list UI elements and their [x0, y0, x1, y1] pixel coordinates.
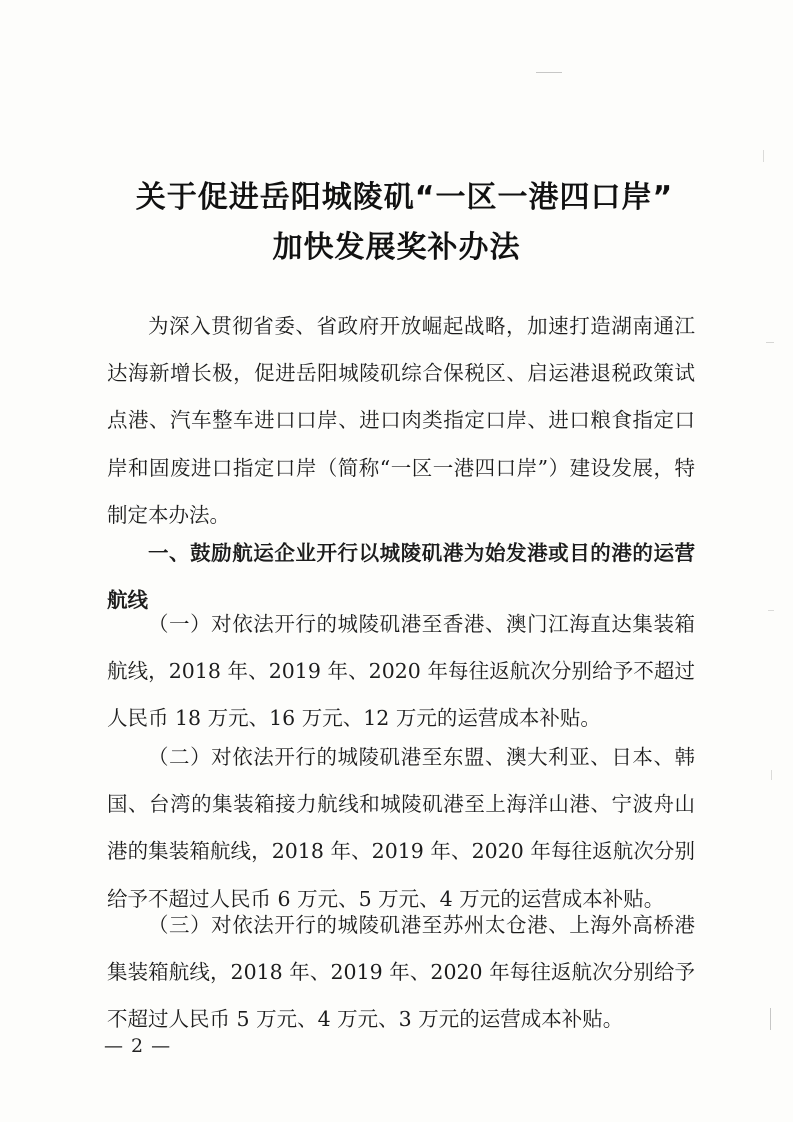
policy-item-2: （二）对依法开行的城陵矶港至东盟、澳大利亚、日本、韩国、台湾的集装箱接力航线和城陵矶港至上海洋山港、宁波舟山港的集装箱航线，2018 年、2019 年、2020 年每往返航次分别给予不超过人民币 6 万元、5 万元、4 万元的运营成本补贴。: [107, 745, 695, 911]
scan-mark: [766, 342, 774, 343]
intro-paragraph: 为深入贯彻省委、省政府开放崛起战略，加速打造湖南通江达海新增长极，促进岳阳城陵矶综合保税区、启运港退税政策试点港、汽车整车进口口岸、进口肉类指定口岸、进口粮食指定口岸和固废进口指定口岸（简称“一区一港四口岸”）建设发展，特制定本办法。: [107, 314, 695, 527]
scan-mark: [768, 610, 774, 611]
scan-mark: [763, 150, 764, 162]
document-title-line-2: 加快发展奖补办法: [272, 230, 521, 265]
scan-mark: [770, 1008, 771, 1030]
page-number: — 2 —: [104, 1035, 172, 1057]
scan-mark: [771, 770, 772, 780]
section-heading: 一、鼓励航运企业开行以城陵矶港为始发港或目的港的运营航线: [107, 541, 695, 613]
policy-item-1: （一）对依法开行的城陵矶港至香港、澳门江海直达集装箱航线，2018 年、2019 年、2020 年每往返航次分别给予不超过人民币 18 万元、16 万元、12 万元的运营成本补贴。: [107, 612, 695, 731]
policy-item-3: （三）对依法开行的城陵矶港至苏州太仓港、上海外高桥港集装箱航线，2018 年、2019 年、2020 年每往返航次分别给予不超过人民币 5 万元、4 万元、3 万元的运营成本补贴。: [107, 913, 695, 1032]
document-title-line-1: 关于促进岳阳城陵矶“一区一港四口岸”: [135, 180, 674, 215]
scan-mark: [536, 72, 562, 73]
